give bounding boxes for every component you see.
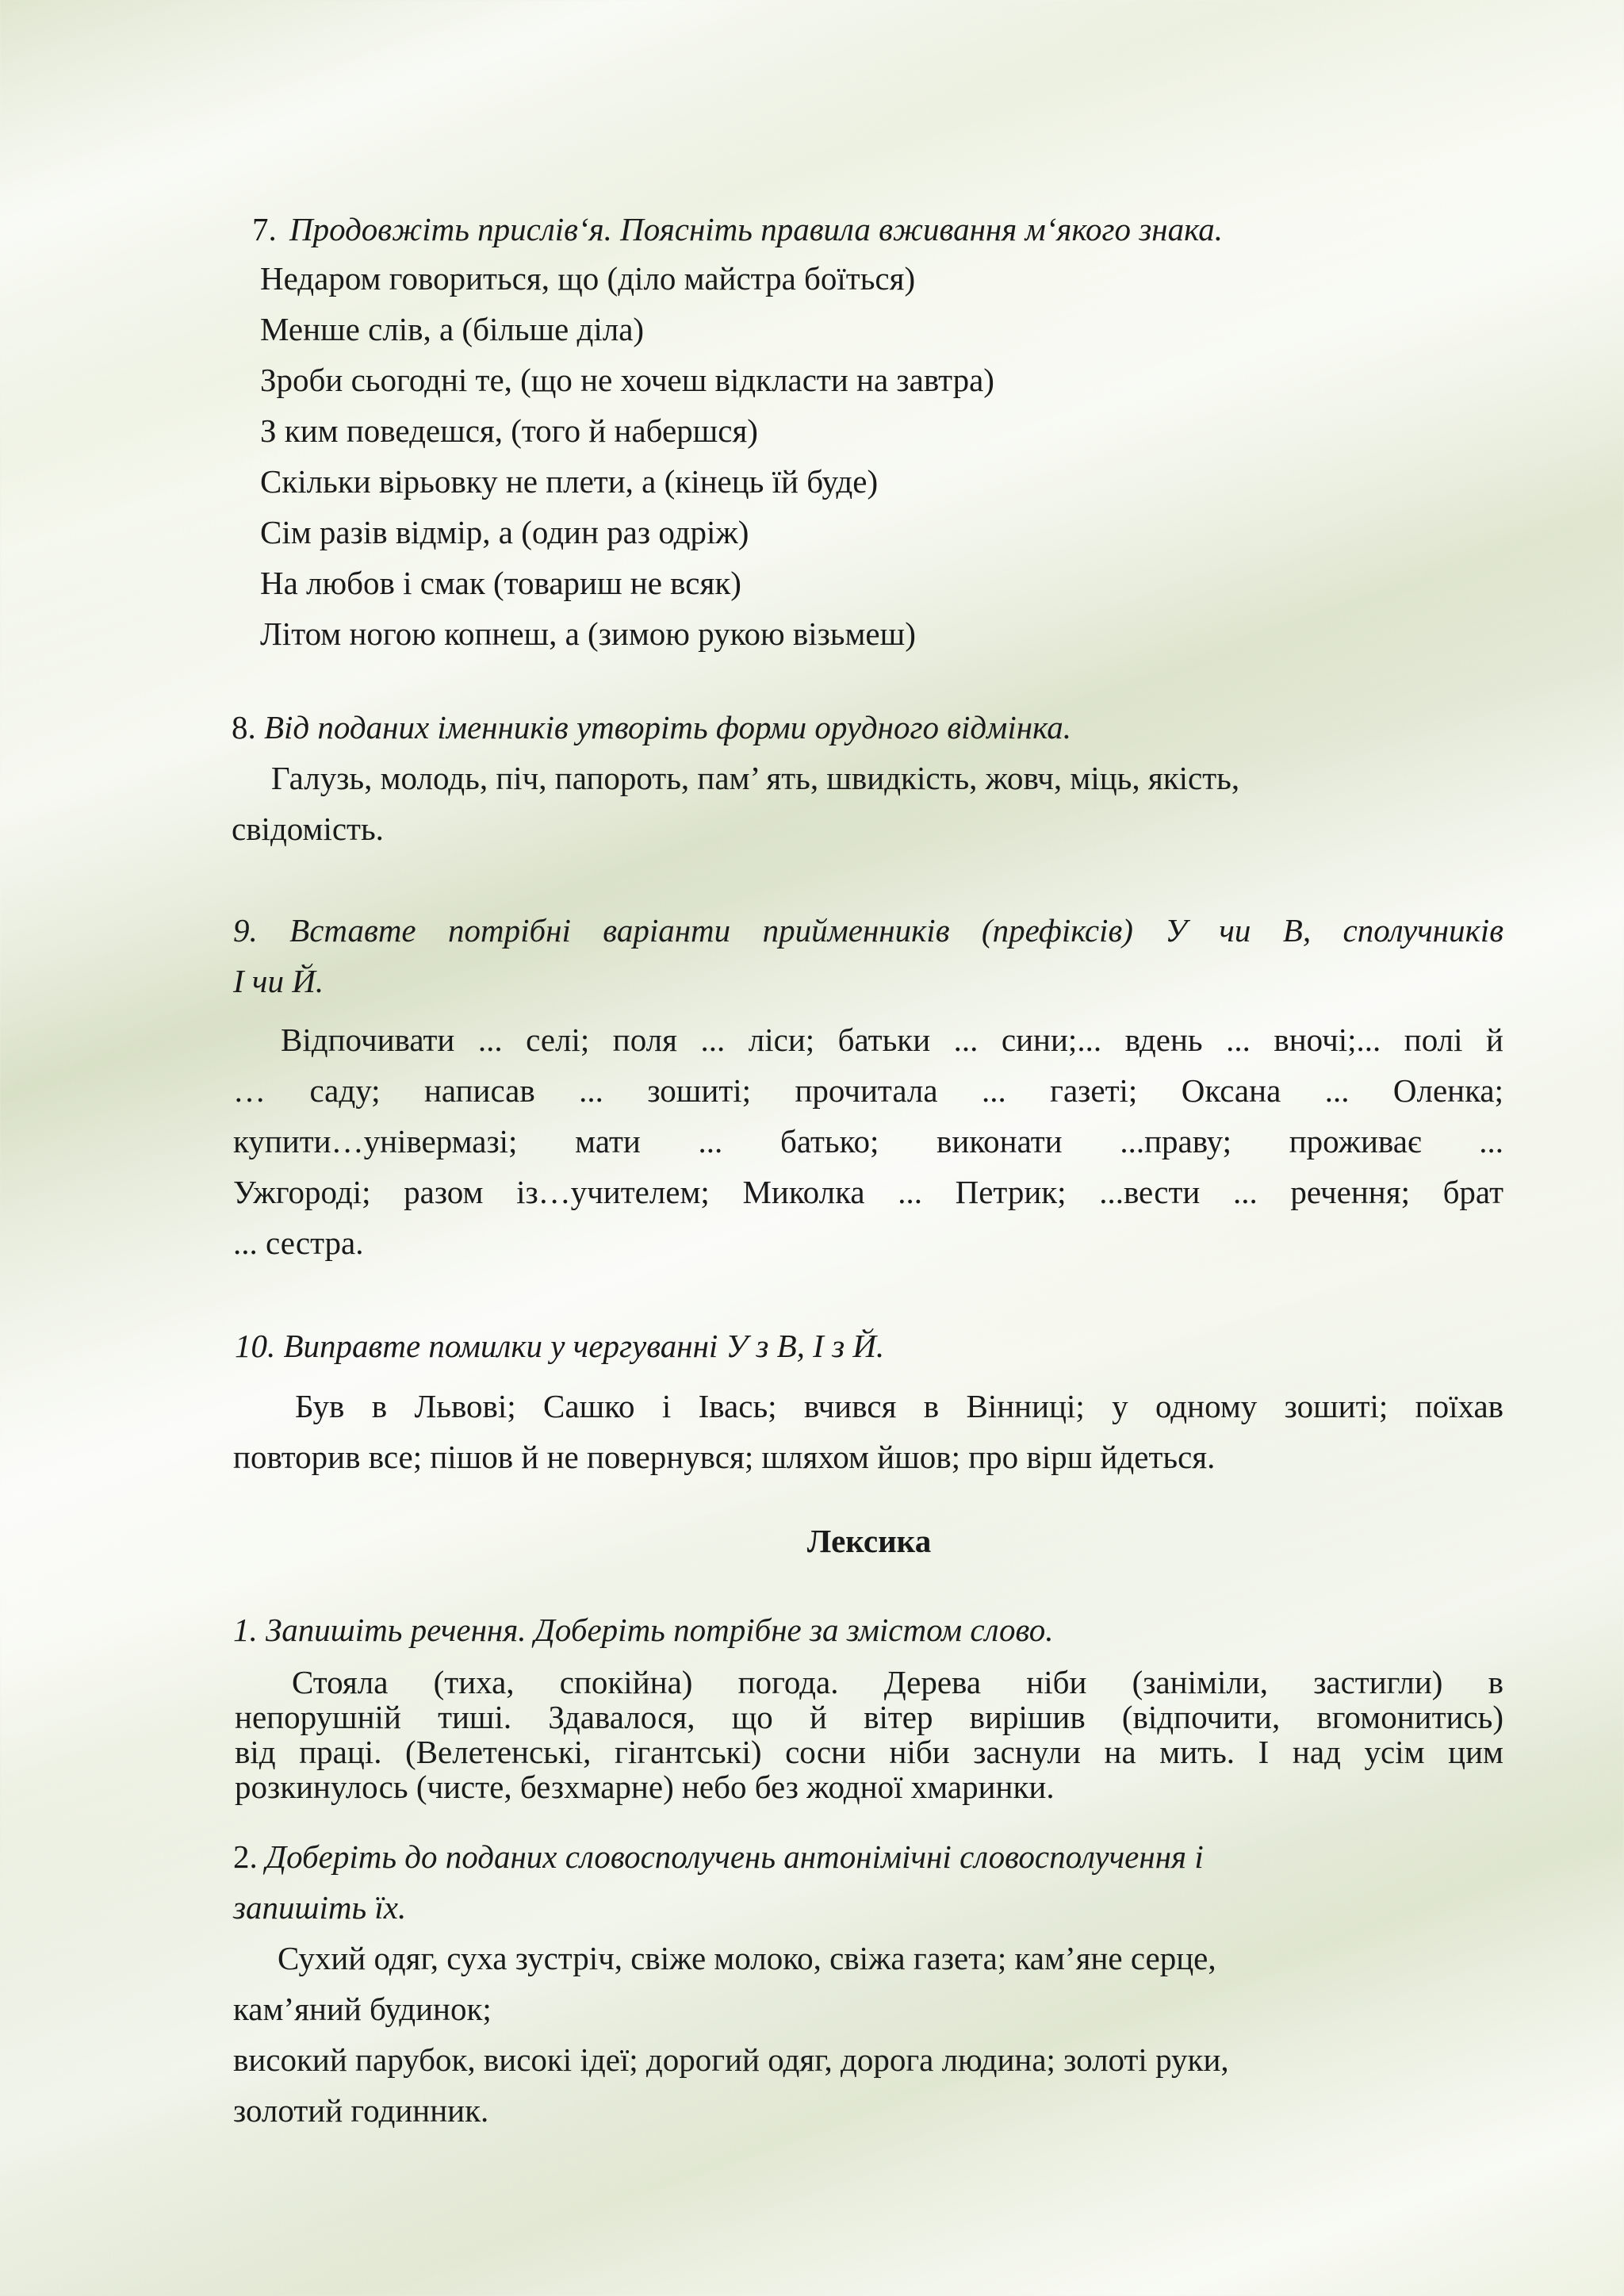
exercise-9-text-line: Ужгороді; разом із…учителем; Миколка ... Петрик; ...вести ... речення; брат (233, 1174, 1503, 1210)
exercise-7-number: 7. (252, 211, 277, 247)
exercise-8-number: 8. (232, 709, 256, 746)
lexicon-2-number: 2. (233, 1838, 258, 1875)
exercise-9-text-line: ... сестра. (233, 1225, 364, 1261)
lexicon-1-text-line: від праці. (Велетенські, гігантські) сосни ніби заснули на мить. І над усім цим (235, 1734, 1503, 1770)
lexicon-2-text-line: високий парубок, високі ідеї; дорогий одяг, дорога людина; золоті руки, (233, 2041, 1229, 2078)
lexicon-1-task: 1. Запишіть речення. Доберіть потрібне за змістом слово. (233, 1612, 1054, 1648)
lexicon-2-text-line: Сухий одяг, суха зустріч, свіже молоко, свіжа газета; кам’яне серце, (278, 1940, 1216, 1976)
proverb-line: Сім разів відмір, а (один раз одріж) (260, 514, 749, 550)
exercise-10-task: 10. Виправте помилки у чергуванні У з В, І з Й. (235, 1328, 885, 1364)
exercise-9-text-line: Відпочивати ... селі; поля ... ліси; батьки ... сини;... вдень ... вночі;... полі й (281, 1022, 1503, 1058)
proverb-line: Зроби сьогодні те, (що не хочеш відкласти на завтра) (260, 362, 994, 398)
section-heading: Лексика (806, 1523, 932, 1559)
lexicon-2-instruction-cont: запишіть їх. (233, 1889, 407, 1926)
exercise-10-text-line: Був в Львові; Сашко і Івась; вчився в Вінниці; у одному зошиті; поїхав (295, 1388, 1503, 1424)
exercise-8-instruction: Від поданих іменників утворіть форми орудного відмінка. (264, 709, 1071, 746)
lexicon-2-text-line: золотий годинник. (233, 2092, 489, 2129)
exercise-7-instruction: Продовжіть прислів‘я. Поясніть правила вживання м‘якого знака. (289, 211, 1224, 247)
exercise-8-text-line: Галузь, молодь, піч, папороть, пам’ ять, швидкість, жовч, міць, якість, (271, 760, 1240, 796)
lexicon-1-text-line: Стояла (тиха, спокійна) погода. Дерева ніби (заніміли, застигли) в (292, 1664, 1503, 1700)
proverb-line: Скільки вірьовку не плети, а (кінець їй буде) (260, 463, 879, 500)
lexicon-2-task (233, 1838, 1204, 1875)
proverb-line: З ким поведешся, (того й набершся) (260, 412, 758, 449)
proverb-line: Літом ногою копнеш, а (зимою рукою візьмеш) (260, 615, 916, 652)
exercise-10-text-line: повторив все; пішов й не повернувся; шляхом йшов; про вірш йдеться. (233, 1439, 1216, 1475)
exercise-7-task (252, 213, 1223, 246)
proverb-line: Недаром говориться, що (діло майстра боїться) (260, 260, 916, 297)
exercise-9-text-line: … саду; написав ... зошиті; прочитала ... газеті; Оксана ... Оленка; (233, 1072, 1503, 1109)
exercise-9-task-line: І чи Й. (233, 963, 324, 999)
exercise-8-task (232, 711, 1071, 744)
lexicon-2-text-line: кам’яний будинок; (233, 1991, 492, 2027)
exercise-9-task-line: 9. Вставте потрібні варіанти прийменників (префіксів) У чи В, сполучників (233, 912, 1503, 949)
exercise-8-text-line: свідомість. (232, 811, 384, 847)
proverb-line: Менше слів, а (більше діла) (260, 311, 645, 347)
exercise-9-text-line: купити…універмазі; мати ... батько; виконати ...праву; проживає ... (233, 1123, 1503, 1159)
lexicon-1-text-line: непорушній тиші. Здавалося, що й вітер вирішив (відпочити, вгомонитись) (235, 1699, 1503, 1735)
lexicon-1-text-line: розкинулось (чисте, безхмарне) небо без жодної хмаринки. (235, 1769, 1055, 1805)
lexicon-2-instruction: Доберіть до поданих словосполучень антонімічні словосполучення і (266, 1838, 1204, 1875)
proverb-line: На любов і смак (товариш не всяк) (260, 565, 741, 601)
